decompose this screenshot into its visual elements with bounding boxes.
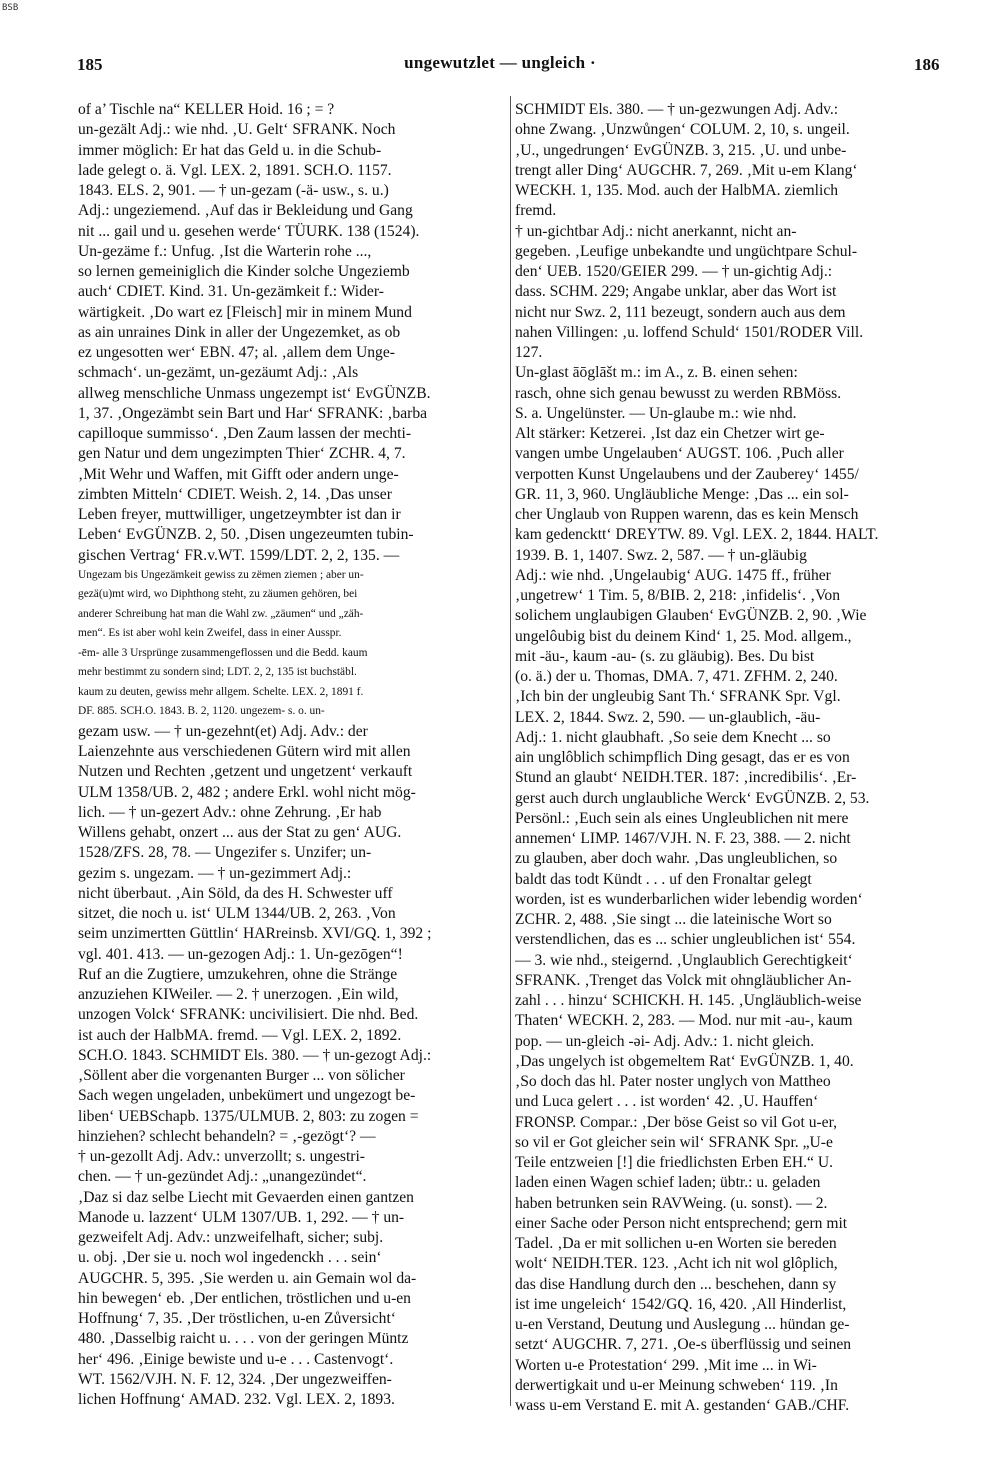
text-line: fremd. [515,202,557,220]
text-line: u-en Verstand, Deutung und Auslegung ... hündan ge- [515,1316,850,1333]
text-line: Ruf an die Zugtiere, umzukehren, ohne die Stränge [78,965,398,983]
text-line: hinziehen? schlecht behandeln? = ‚-gezögt‘? — [78,1127,376,1145]
text-line: kam gedencktt‘ DREYTW. 89. Vgl. LEX. 2, 1844. HALT. [515,526,879,544]
text-line: LEX. 2, 1844. Swz. 2, 590. — un-glaublich, -äu- [515,708,821,726]
text-line: liben‘ UEBSchapb. 1375/ULMUB. 2, 803: zu zogen = [78,1107,419,1125]
text-line: † un-gichtbar Adj.: nicht anerkannt, nicht an- [515,222,797,240]
page-number-right: 186 [914,55,940,74]
text-line: un-gezält Adj.: wie nhd. ‚U. Gelt‘ SFRANK. Noch [78,121,396,139]
text-line: Worten u-e Protestation‘ 299. ‚Mit ime ... in Wi- [515,1356,817,1374]
text-line: nit ... gail und u. gesehen werde‘ TÜURK. 138 (1524). [78,222,420,240]
text-line: Adj.: wie nhd. ‚Ungelaubig‘ AUG. 1475 ff., früher [515,566,831,584]
text-line: lichen Hoffnung‘ AMAD. 232. Vgl. LEX. 2, 1893. [78,1391,395,1408]
text-line: Ungezam bis Ungezämkeit gewiss zu zëmen ziemen ; aber un- [78,568,364,581]
text-line: ‚U., ungedrungen‘ EvGÜNZB. 3, 215. ‚U. und unbe- [515,141,847,159]
text-line: pop. — un-gleich -əi- Adj. Adv.: 1. nicht gleich. [515,1032,815,1050]
text-line: ist auch der HalbMA. fremd. — Vgl. LEX. 2, 1892. [78,1026,402,1044]
text-line: vgl. 401. 413. — un-gezogen Adj.: 1. Un-gezōgen“! [78,945,403,963]
text-line: Tadel. ‚Da er mit sollichen u-en Worten sie bereden [515,1235,837,1252]
text-line: derwertigkait und u-er Meinung schweben‘ 119. ‚In [515,1376,838,1394]
text-line: ‚Mit Wehr und Waffen, mit Gifft oder andern unge- [78,465,399,483]
text-line: Laienzehnte aus verschiedenen Gütern wird mit allen [78,743,411,760]
text-line: † un-gezollt Adj. Adv.: unverzollt; s. ungestri- [78,1148,365,1165]
text-line: nicht überbaut. ‚Ain Söld, da des H. Schwester uff [78,884,393,902]
text-line: ‚Daz si daz selbe Liecht mit Gevaerden einen gantzen [78,1188,414,1206]
text-line: — 3. wie nhd., steigernd. ‚Unglaublich Gerechtigkeit‘ [515,951,853,969]
text-line: DF. 885. SCH.O. 1843. B. 2, 1120. ungezem- s. o. un- [78,705,325,718]
text-line: gezim s. ungezam. — † un-gezimmert Adj.: [78,864,352,882]
text-line: WT. 1562/VJH. N. F. 12, 324. ‚Der ungezweiffen- [78,1370,392,1388]
text-line: chen. — † un-gezündet Adj.: „unangezündet“. [78,1168,367,1186]
text-line: WECKH. 1, 135. Mod. auch der HalbMA. ziemlich [515,182,839,199]
text-line: unzogen Volck‘ SFRANK: uncivilisiert. Die nhd. Bed. [78,1006,419,1024]
text-line: ZCHR. 2, 488. ‚Sie singt ... die lateinische Wort so [515,911,832,928]
text-line: Adj.: 1. nicht glaubhaft. ‚So seie dem Knecht ... so [515,728,831,746]
text-line: Nutzen und Rechten ‚getzent und ungetzent‘ verkauft [78,763,413,781]
text-line: capilloque summisso‘. ‚Den Zaum lassen der mechti- [78,425,412,442]
text-line: den‘ UEB. 1520/GEIER 299. — † un-gichtig Adj.: [515,263,833,280]
text-line: 1939. B. 1, 1407. Swz. 2, 587. — † un-gläubig [515,546,807,564]
text-line: ohne Zwang. ‚Unzwůngen‘ COLUM. 2, 10, s. ungeil. [515,121,850,139]
text-line: solichem unglaubigen Glauben‘ EvGÜNZB. 2, 90. ‚Wie [515,607,867,625]
running-head: ungewutzlet — ungleich · [404,53,596,72]
text-line: Un-gezäme f.: Unfug. ‚Ist die Warterin rohe ..., [78,242,372,260]
text-line: Adj.: ungeziemend. ‚Auf das ir Bekleidung und Gang [78,202,413,220]
text-line: Hoffnung‘ 7, 35. ‚Der tröstlichen, u-en Zůversicht‘ [78,1310,396,1327]
text-line: gezweifelt Adj. Adv.: unzweifelhaft, sicher; subj. [78,1229,384,1246]
text-line: gerst auch durch unglaubliche Werck‘ EvGÜNZB. 2, 53. [515,789,870,807]
text-line: baldt das todt Kündt . . . uf den Fronaltar gelegt [515,870,812,888]
text-line: allweg menschliche Unmass ungezempt ist‘ EvGÜNZB. [78,384,431,402]
text-line: Leben‘ EvGÜNZB. 2, 50. ‚Disen ungezeumten tubin- [78,526,414,544]
text-line: wärtigkeit. ‚Do wart ez [Fleisch] mir in minem Mund [78,303,412,321]
text-line: wass u-em Verstand E. mit A. gestanden‘ GAB./CHF. [515,1397,850,1414]
text-line: auch‘ CDIET. Kind. 31. Un-gezämkeit f.: Wider- [78,283,384,301]
text-line: -ēm- alle 3 Ursprünge zusammengeflossen und die Bedd. kaum [78,646,368,659]
text-line: AUGCHR. 5, 395. ‚Sie werden u. ain Gemain wol da- [78,1269,417,1287]
text-line: ez ungesotten wer‘ EBN. 47; al. ‚allem dem Unge- [78,344,395,361]
text-line: gezam usw. — † un-gezehnt(et) Adj. Adv.: der [78,722,368,740]
text-line: ain unglôblich schimpflich Ding gesagt, das er es von [515,749,850,766]
text-line: zimbten Mitteln‘ CDIET. Weish. 2, 14. ‚Das unser [78,485,392,503]
text-line: lade gelegt o. ä. Vgl. LEX. 2, 1891. SCH.O. 1157. [78,161,392,179]
text-line: cher Unglaub von Ruppen warenn, das es kein Mensch [515,506,859,523]
text-line: mehr bestimmt zu sondern sind; LDT. 2, 2, 135 ist buchstäbl. [78,666,357,679]
text-line: gen Natur und dem ungezimpten Thier‘ ZCHR. 4, 7. [78,445,406,463]
text-line: ULM 1358/UB. 2, 482 ; andere Erkl. wohl nicht mög- [78,783,416,801]
text-line: ‚ungetrew‘ 1 Tim. 5, 8/BIB. 2, 218: ‚infidelis‘. ‚Von [515,587,841,604]
text-line: S. a. Ungelünster. — Un-glaube m.: wie nhd. [515,404,797,422]
text-line: Un-glast āōglāšt m.: im A., z. B. einen sehen: [515,364,798,382]
text-line: zu glauben, aber doch wahr. ‚Das ungleublichen, so [515,850,838,868]
text-line: kaum zu deuten, gewiss mehr allgem. Schelte. LEX. 2, 1891 f. [78,685,364,698]
text-line: Willens gehabt, onzert ... aus der Stat zu gen‘ AUG. [78,824,402,841]
text-line: (o. ä.) der u. Thomas, DMA. 7, 471. ZFHM. 2, 240. [515,668,838,685]
text-line: 1, 37. ‚Ongezämbt sein Bart und Har‘ SFRANK: ‚barba [78,404,428,422]
text-line: Manode u. lazzent‘ ULM 1307/UB. 1, 292. — † un- [78,1208,405,1226]
text-line: ‚Das ungelych ist obgemeltem Rat‘ EvGÜNZB. 1, 40. [515,1052,854,1070]
text-line: ‚So doch das hl. Pater noster unglych von Mattheo [515,1073,831,1090]
text-line: laden einen Wagen schief laden; übtr.: u. geladen [515,1174,821,1192]
text-line: vangen umbe Ungelauben‘ AUGST. 106. ‚Puch aller [515,445,844,463]
text-line: haben betrunken sein RAVWeing. (u. sonst). — 2. [515,1194,828,1212]
page-number-left: 185 [77,55,103,74]
text-line: anzuziehen KIWeiler. — 2. † unerzogen. ‚Ein wild, [78,986,399,1003]
text-line: immer möglich: Er hat das Geld u. in die Schub- [78,141,382,159]
text-line: ist ime ungeleich‘ 1542/GQ. 16, 420. ‚All Hinderlist, [515,1295,847,1313]
text-line: Thaten‘ WECKH. 2, 283. — Mod. nur mit -au-, kaum [515,1012,853,1030]
text-line: so vil er Got gleicher sein wil‘ SFRANK Spr. „U-e [515,1133,833,1151]
text-line: sitzet, die noch u. ist‘ ULM 1344/UB. 2, 263. ‚Von [78,905,396,922]
text-line: of a’ Tischle na“ KELLER Hoid. 16 ; = ? [78,101,335,118]
text-line: lich. — † un-gezert Adv.: ohne Zehrung. ‚Er hab [78,803,382,821]
text-line: u. obj. ‚Der sie u. noch wol ingedenckh . . . sein‘ [78,1249,382,1267]
text-line: einer Sache oder Person nicht entsprechend; gern mit [515,1214,848,1232]
text-line: annemen‘ LIMP. 1467/VJH. N. F. 23, 388. — 2. nicht [515,830,851,847]
text-line: das dise Handlung durch den ... beschehen, dann sy [515,1275,837,1293]
text-line: FRONSP. Compar.: ‚Der böse Geist so vil Got u-er, [515,1113,838,1131]
text-line: Teile entzweien [!] die friedlichsten Erben EH.“ U. [515,1154,834,1171]
text-line: rasch, ohne sich genau bewusst zu werden RBMöss. [515,384,842,402]
text-line: zahl . . . hinzu‘ SCHICKH. H. 145. ‚Ungläublich-weise [515,992,862,1009]
text-line: so lernen gemeiniglich die Kinder solche Ungeziemb [78,263,410,280]
left-column [78,100,506,1410]
text-line: ungelôubig bist du deinem Kind‘ 1, 25. Mod. allgem., [515,627,852,645]
text-line: SCH.O. 1843. SCHMIDT Els. 380. — † un-gezogt Adj.: [78,1046,432,1064]
text-line: Stund an glaubt‘ NEIDH.TER. 187: ‚incredibilis‘. ‚Er- [515,769,857,787]
text-line: hin bewegen‘ eb. ‚Der entlichen, tröstlichen und u-en [78,1289,411,1307]
text-line: gezä(u)mt wird, wo Diphthong steht, zu zäumen gehören, bei [78,588,358,601]
text-line: Persönl.: ‚Euch sein als eines Ungleublichen nit mere [515,809,849,827]
text-line: trengt aller Ding‘ AUGCHR. 7, 269. ‚Mit u-em Klang‘ [515,161,858,179]
text-line: anderer Schreibung hat man die Wahl zw. „zäumen“ und „zäh- [78,607,364,620]
text-line: her‘ 496. ‚Einige bewiste und u-e . . . Castenvogt‘. [78,1350,394,1368]
text-line: wolt‘ NEIDH.TER. 123. ‚Acht ich nit wol glôplich, [515,1255,838,1273]
library-mark: BSB [2,3,19,13]
column-divider [510,96,511,1406]
text-line: und Luca gelert . . . ist worden‘ 42. ‚U. Hauffen‘ [515,1093,819,1111]
text-line: GR. 11, 3, 960. Ungläubliche Menge: ‚Das ... ein sol- [515,485,849,503]
text-line: as ain unraines Dink in aller der Ungezemket, as ob [78,323,401,341]
text-line: Sach wegen ungeladen, unbekümert und ungezogt be- [78,1087,416,1105]
text-line: 1843. ELS. 2, 901. — † un-gezam (-ä- usw., s. u.) [78,182,389,199]
text-line: schmach‘. un-gezämt, un-gezäumt Adj.: ‚Als [78,364,359,382]
right-column [515,100,947,1416]
text-line: gegeben. ‚Leufige unbekandte und ungüchtpare Schul- [515,242,858,260]
text-line: 127. [515,344,543,361]
text-line: Leben freyer, muttwilliger, ungetzeymbter ist dan ir [78,506,401,523]
text-line: ‚Söllent aber die vorgenanten Burger ... von sölicher [78,1067,405,1084]
text-line: mit -äu-, kaum -au- (s. zu gläubig). Bes. Du bist [515,647,815,665]
text-line: verstendlichen, das es ... schier ungleublichen ist‘ 554. [515,931,856,949]
text-line: Alt stärker: Ketzerei. ‚Ist daz ein Chetzer wirt ge- [515,425,825,442]
text-line: ‚Ich bin der ungleubig Sant Th.‘ SFRANK Spr. Vgl. [515,688,841,706]
text-line: 1528/ZFS. 28, 78. — Ungezifer s. Unzifer; un- [78,844,372,862]
text-line: men“. Es ist aber wohl kein Zweifel, dass in einer Ausspr. [78,627,342,640]
text-line: nicht nur Swz. 2, 111 bezeugt, sondern auch aus dem [515,303,846,321]
text-line: seim unzimertten Güttlin‘ HARreinsb. XVI/GQ. 1, 392 ; [78,925,432,943]
text-line: worden, ist es wunderbarlichen wider lebendig worden‘ [515,890,863,908]
text-line: nahen Villingen: ‚u. loffend Schuld‘ 1501/RODER Vill. [515,323,864,341]
text-line: SCHMIDT Els. 380. — † un-gezwungen Adj. Adv.: [515,101,839,118]
text-line: dass. SCHM. 229; Angabe unklar, aber das Wort ist [515,283,837,301]
text-line: verpotten Kunst Ungelaubens und der Zauberey‘ 1455/ [515,465,859,483]
text-line: setzt‘ AUGCHR. 7, 271. ‚Oe-s überflüssig und seinen [515,1336,852,1354]
text-line: 480. ‚Dasselbig raicht u. . . . von der geringen Müntz [78,1330,409,1348]
text-line: SFRANK. ‚Trenget das Volck mit ohngläublicher An- [515,971,852,989]
text-line: gischen Vertrag‘ FR.v.WT. 1599/LDT. 2, 2, 135. — [78,546,400,564]
